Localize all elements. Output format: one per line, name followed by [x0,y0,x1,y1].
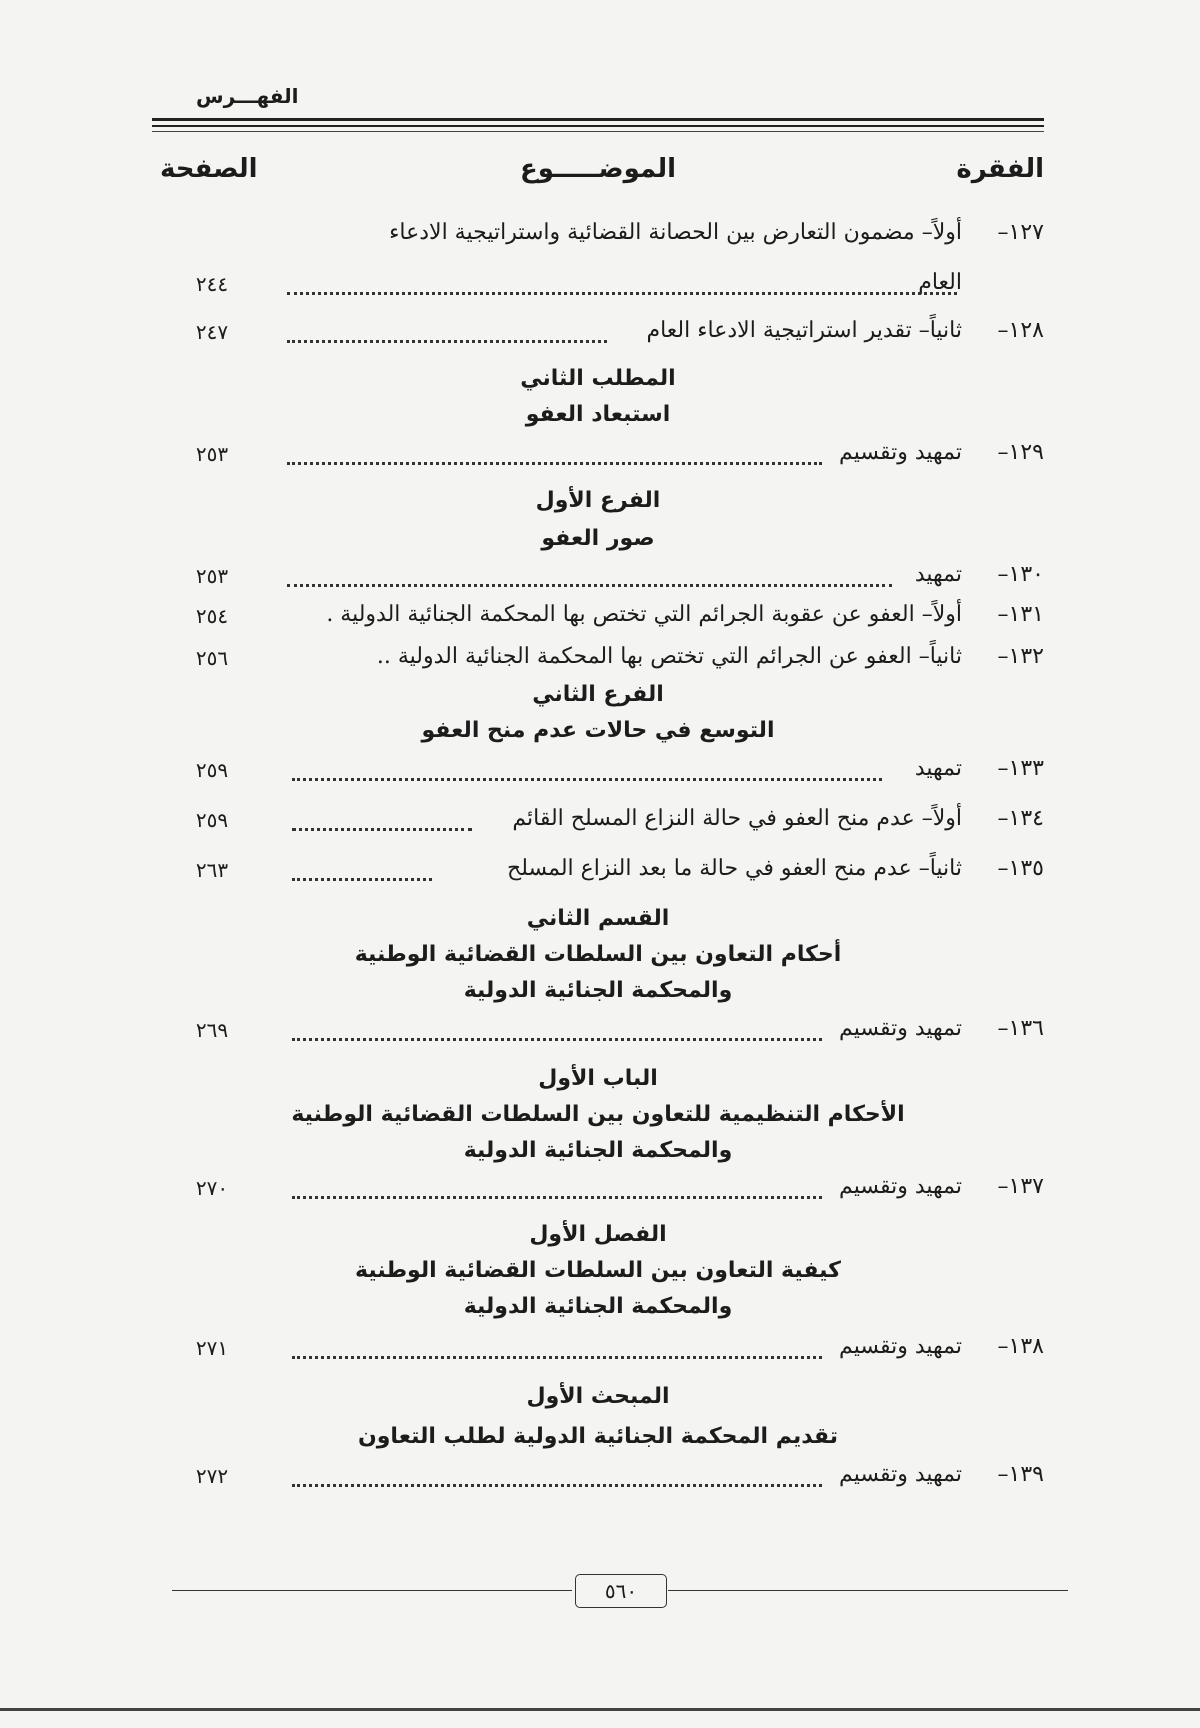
entry-page: ٢٦٩ [195,1018,229,1042]
leader-dots [287,322,607,343]
column-headers [152,154,1044,194]
entry-title: تمهيد وتقسيم [839,1462,962,1487]
entry-page: ٢٧٢ [195,1464,229,1488]
section-subheading: التوسع في حالات عدم منح العفو [421,718,775,743]
entry-number: ١٣٣– [997,756,1044,781]
column-page: الصفحة [160,154,258,184]
leader-dots [287,274,957,295]
entry-number: ١٣٤– [997,806,1044,831]
leader-dots [292,810,472,831]
entry-title: أولاً– عدم منح العفو في حالة النزاع المسلح القائم [512,806,962,831]
entry-title: العام [918,270,962,295]
toc-entry [152,602,1044,638]
entry-page: ٢٧١ [195,1336,229,1360]
entry-number: ١٢٩– [997,440,1044,465]
column-para: الفقرة [956,154,1044,184]
entry-page: ٢٥٣ [195,442,229,466]
leader-dots [292,1466,822,1487]
section-heading: الفرع الأول [535,488,661,513]
footer-rule-right [668,1590,1068,1591]
section-heading: الفصل الأول [529,1222,667,1247]
entry-number: ١٣٦– [997,1016,1044,1041]
entry-page: ٢٤٧ [195,320,229,344]
section-heading: المطلب الثاني [520,366,676,391]
entry-title: تمهيد وتقسيم [839,440,962,465]
header-rule [152,118,1044,127]
entry-number: ١٣٠– [997,562,1044,587]
section-heading: القسم الثاني [526,906,670,931]
toc-entry [152,1174,1044,1210]
section-subheading: تقديم المحكمة الجنائية الدولية لطلب التعاون [357,1424,839,1449]
entry-page: ٢٥٩ [195,808,229,832]
toc-entry [152,1462,1044,1498]
leader-dots [287,444,822,465]
entry-number: ١٣٨– [997,1334,1044,1359]
column-topic: الموضـــــوع [519,154,677,184]
toc-entry [152,1016,1044,1052]
entry-title: تمهيد وتقسيم [839,1334,962,1359]
toc-entry [152,806,1044,842]
entry-number: ١٢٧– [997,220,1044,245]
toc-entry [152,856,1044,892]
entry-title: ثانياً– تقدير استراتيجية الادعاء العام [646,318,962,343]
section-subheading: والمحكمة الجنائية الدولية [463,978,733,1003]
leader-dots [292,860,432,881]
leader-dots [292,1178,822,1199]
entry-title: تمهيد [914,562,962,587]
page-number: ٥٦٠ [575,1574,667,1608]
section-heading: المبحث الأول [526,1384,670,1409]
toc-entry [152,318,1044,354]
entry-page: ٢٥٦ [195,646,229,670]
footer-rule-left [172,1590,572,1591]
entry-page: ٢٥٣ [195,564,229,588]
entry-number: ١٣٥– [997,856,1044,881]
entry-page: ٢٥٤ [195,604,229,628]
leader-dots [287,566,892,587]
entry-number: ١٢٨– [997,318,1044,343]
section-subheading: الأحكام التنظيمية للتعاون بين السلطات القضائية الوطنية [291,1102,905,1127]
toc-entry [152,644,1044,680]
entry-title: أولاً– مضمون التعارض بين الحصانة القضائية واستراتيجية الادعاء [389,220,962,245]
section-subheading: كيفية التعاون بين السلطات القضائية الوطنية [355,1258,841,1283]
entry-number: ١٣٧– [997,1174,1044,1199]
entry-page: ٢٥٩ [195,758,229,782]
running-head: الفهـــرس [196,84,299,108]
section-subheading: والمحكمة الجنائية الدولية [463,1294,733,1319]
toc-entry [152,440,1044,476]
entry-title: ثانياً– عدم منح العفو في حالة ما بعد النزاع المسلح [507,856,962,881]
toc-entry [152,220,1044,256]
leader-dots [292,760,882,781]
section-heading: الباب الأول [538,1066,658,1091]
entry-number: ١٣١– [997,602,1044,627]
section-heading: الفرع الثاني [532,682,664,707]
section-subheading: صور العفو [541,526,655,551]
leader-dots [292,1020,822,1041]
section-subheading: استبعاد العفو [525,402,671,427]
entry-number: ١٣٢– [997,644,1044,669]
toc-entry [152,756,1044,792]
entry-title: تمهيد وتقسيم [839,1016,962,1041]
toc-entry-continued [152,270,1044,306]
leader-dots [292,1338,822,1359]
entry-page: ٢٦٣ [195,858,229,882]
entry-title: تمهيد [914,756,962,781]
entry-title: تمهيد وتقسيم [839,1174,962,1199]
header-rule-thin [152,131,1044,132]
entry-title: أولاً– العفو عن عقوبة الجرائم التي تختص بها المحكمة الجنائية الدولية . [326,602,962,627]
toc-entry [152,1334,1044,1370]
entry-number: ١٣٩– [997,1462,1044,1487]
entry-title: ثانياً– العفو عن الجرائم التي تختص بها المحكمة الجنائية الدولية .. [376,644,962,669]
section-subheading: أحكام التعاون بين السلطات القضائية الوطنية [354,942,842,967]
section-subheading: والمحكمة الجنائية الدولية [463,1138,733,1163]
entry-page: ٢٧٠ [195,1176,229,1200]
toc-entry [152,562,1044,598]
scan-edge-rule [0,1708,1200,1711]
entry-page: ٢٤٤ [195,272,229,296]
